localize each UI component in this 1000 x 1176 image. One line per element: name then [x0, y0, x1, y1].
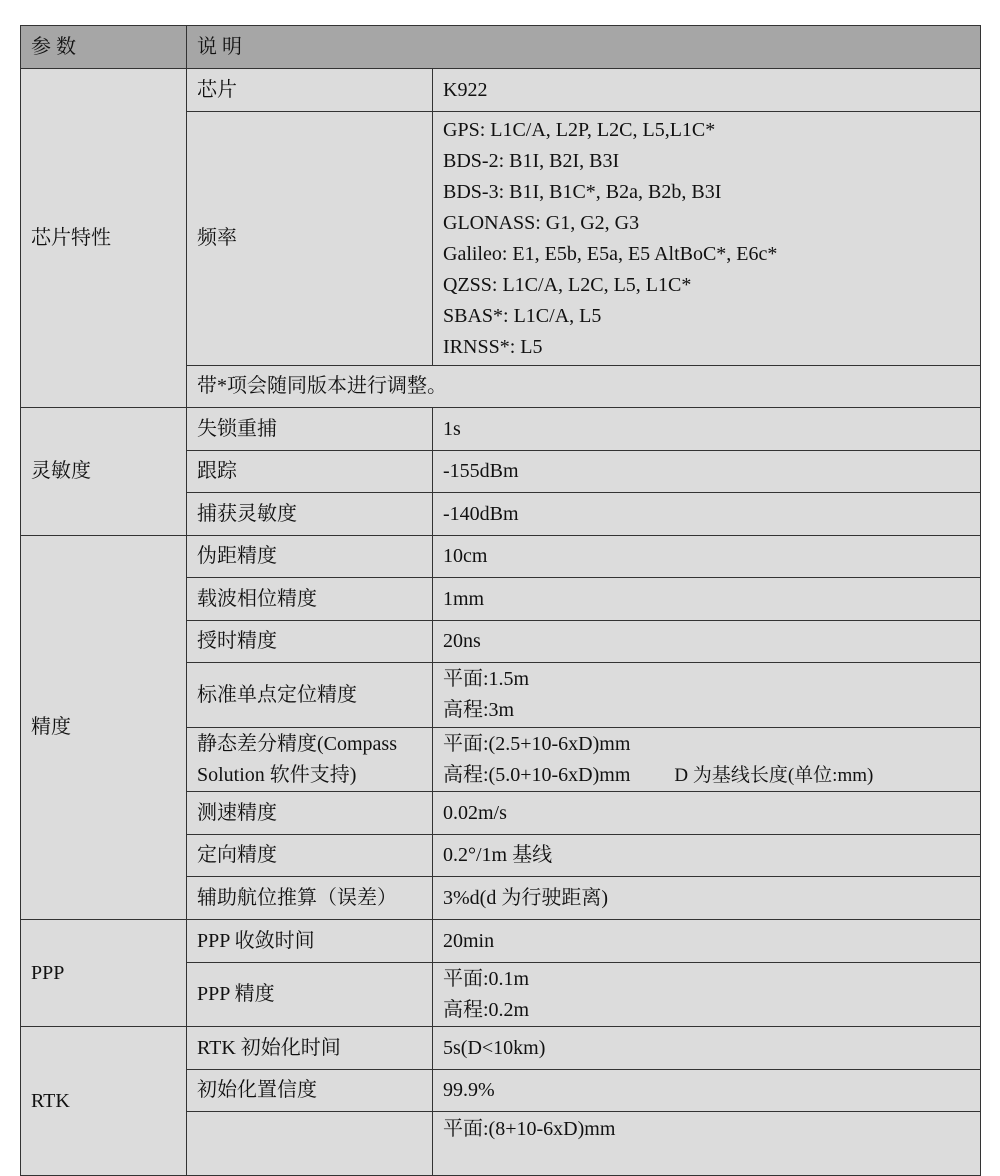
- param-value: 1s: [433, 408, 981, 451]
- param-label: 失锁重捕: [187, 408, 433, 451]
- category-sensitivity: 灵敏度: [21, 408, 187, 536]
- footnote: 带*项会随同版本进行调整。: [187, 366, 981, 408]
- spec-table: [20, 25, 981, 1176]
- baseline-note: D 为基线长度(单位:mm): [674, 764, 874, 786]
- param-label: 标准单点定位精度: [187, 663, 433, 728]
- param-value: -155dBm: [433, 451, 981, 493]
- param-label: 跟踪: [187, 451, 433, 493]
- param-value: 3%d(d 为行驶距离): [433, 877, 981, 920]
- header-param: 参 数: [21, 26, 187, 69]
- header-desc: 说 明: [187, 26, 981, 69]
- frequency-line: SBAS*: L1C/A, L5: [443, 304, 602, 327]
- param-label: RTK 初始化时间: [187, 1027, 433, 1070]
- frequency-line: IRNSS*: L5: [443, 335, 543, 358]
- param-label: 芯片: [187, 69, 433, 112]
- value-line: 高程:(5.0+10-6xD)mm: [443, 763, 631, 786]
- value-line: 平面:0.1m: [443, 967, 530, 990]
- param-value: [433, 663, 981, 728]
- param-value: 0.2°/1m 基线: [433, 835, 981, 877]
- header-row: [21, 26, 981, 69]
- param-label: 载波相位精度: [187, 578, 433, 621]
- category-rtk: RTK: [21, 1027, 187, 1176]
- param-value: 20min: [433, 920, 981, 963]
- frequency-line: GPS: L1C/A, L2P, L2C, L5,L1C*: [443, 118, 716, 141]
- table-row: [21, 408, 981, 451]
- param-value: 1mm: [433, 578, 981, 621]
- param-value: 5s(D<10km): [433, 1027, 981, 1070]
- param-value: [433, 963, 981, 1027]
- category-chip: 芯片特性: [21, 69, 187, 408]
- table-row: [21, 536, 981, 578]
- param-value: K922: [433, 69, 981, 112]
- table-row: [21, 920, 981, 963]
- frequency-list: [433, 112, 981, 366]
- param-label: [187, 728, 433, 792]
- param-value: [433, 728, 981, 792]
- value-line: 平面:1.5m: [443, 668, 530, 690]
- label-line: Solution 软件支持): [197, 763, 357, 786]
- label-line: 静态差分精度(Compass: [197, 732, 397, 755]
- param-label: [187, 1112, 433, 1176]
- param-label: 初始化置信度: [187, 1070, 433, 1112]
- param-label: PPP 收敛时间: [187, 920, 433, 963]
- frequency-line: BDS-2: B1I, B2I, B3I: [443, 149, 620, 172]
- frequency-line: QZSS: L1C/A, L2C, L5, L1C*: [443, 273, 692, 296]
- param-value: 20ns: [433, 621, 981, 663]
- param-value: -140dBm: [433, 493, 981, 536]
- frequency-line: GLONASS: G1, G2, G3: [443, 211, 640, 234]
- param-label: 频率: [187, 112, 433, 366]
- param-label: 辅助航位推算（误差）: [187, 877, 433, 920]
- param-label: 测速精度: [187, 792, 433, 835]
- param-value: 平面:(8+10-6xD)mm: [433, 1112, 981, 1176]
- value-line-wrap: [443, 760, 970, 791]
- param-label: 定向精度: [187, 835, 433, 877]
- param-value: 99.9%: [433, 1070, 981, 1112]
- value-line: 高程:3m: [443, 699, 515, 721]
- value-line: 平面:(2.5+10-6xD)mm: [443, 732, 631, 755]
- param-label: PPP 精度: [187, 963, 433, 1027]
- param-label: 伪距精度: [187, 536, 433, 578]
- param-label: 捕获灵敏度: [187, 493, 433, 536]
- table-row: [21, 1027, 981, 1070]
- value-line: 高程:0.2m: [443, 998, 530, 1021]
- param-value: 0.02m/s: [433, 792, 981, 835]
- param-value: 10cm: [433, 536, 981, 578]
- category-ppp: PPP: [21, 920, 187, 1027]
- param-label: 授时精度: [187, 621, 433, 663]
- frequency-line: Galileo: E1, E5b, E5a, E5 AltBoC*, E6c*: [443, 242, 778, 265]
- frequency-line: BDS-3: B1I, B1C*, B2a, B2b, B3I: [443, 180, 722, 203]
- table-row: [21, 69, 981, 112]
- category-accuracy: 精度: [21, 536, 187, 920]
